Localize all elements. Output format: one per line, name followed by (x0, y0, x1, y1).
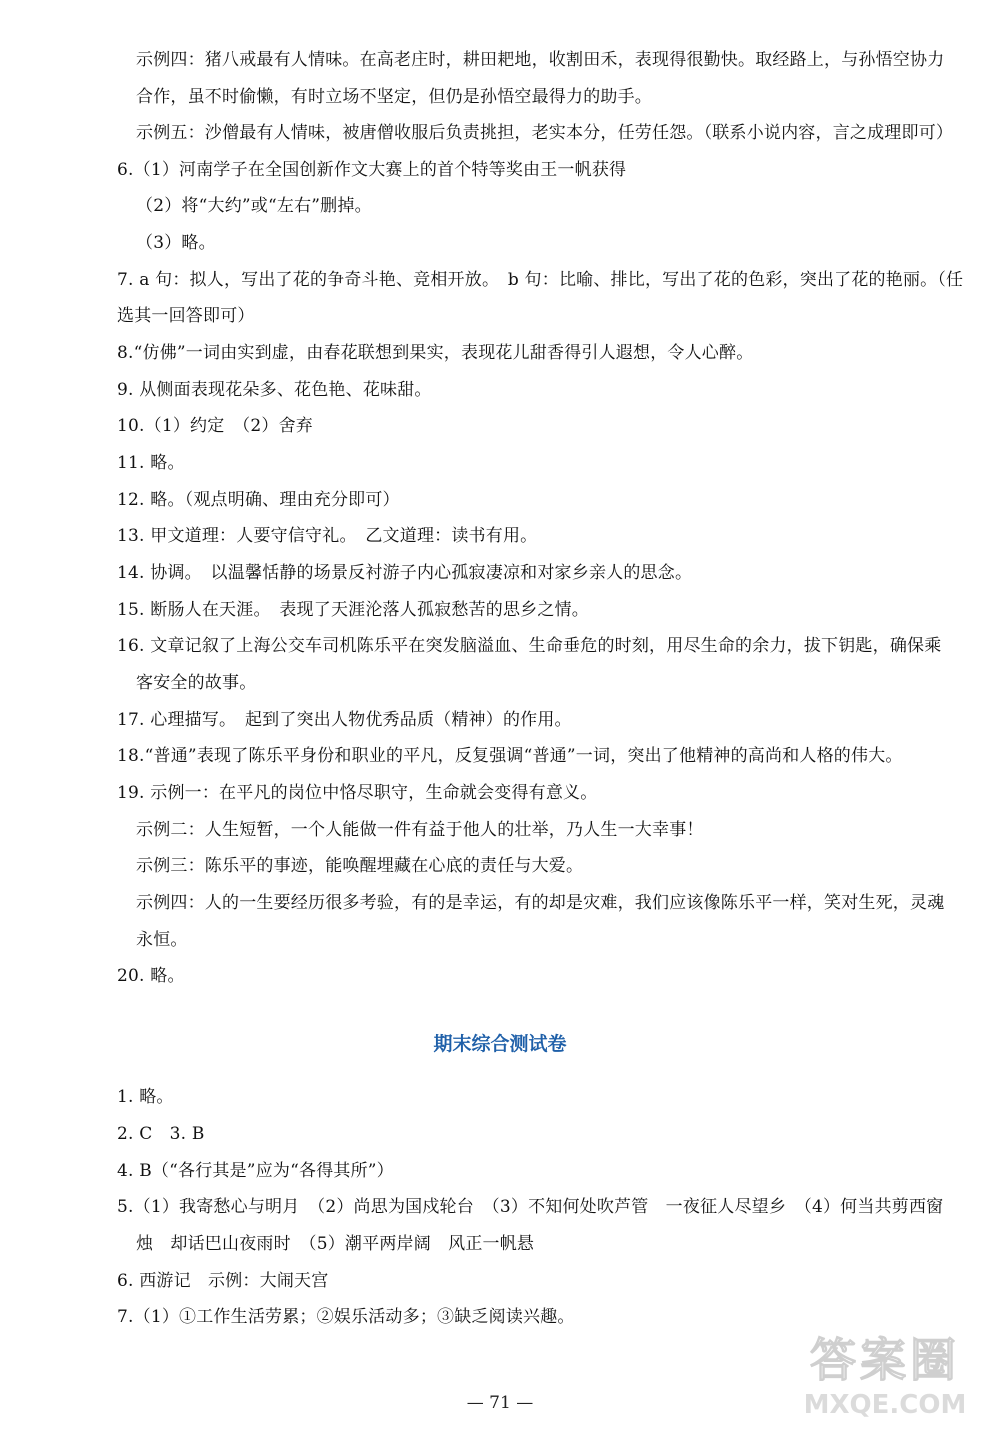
text-line: 9. 从侧面表现花朵多、花色艳、花味甜。 (117, 380, 432, 400)
text-line: 7.（1）①工作生活劳累；②娱乐活动多；③缺乏阅读兴趣。 (117, 1307, 575, 1327)
text-line: 8.“仿佛”一词由实到虚，由春花联想到果实，表现花儿甜香得引人遐想，令人心醉。 (117, 343, 754, 363)
watermark-site-text: MXQE.COM (803, 1390, 967, 1420)
text-line: 4. B（“各行其是”应为“各得其所”） (117, 1161, 394, 1181)
text-line: 永恒。 (136, 930, 188, 950)
text-line: 18.“普通”表现了陈乐平身份和职业的平凡，反复强调“普通”一词，突出了他精神的高尚和人格的伟大。 (117, 746, 903, 766)
text-line: 5.（1）我寄愁心与明月 （2）尚思为国戍轮台 （3）不知何处吹芦管 一夜征人尽望乡 （4）何当共剪西窗 (117, 1197, 944, 1217)
text-line: 烛 却话巴山夜雨时 （5）潮平两岸阔 风正一帆悬 (136, 1234, 535, 1254)
text-line: 19. 示例一：在平凡的岗位中恪尽职守，生命就会变得有意义。 (117, 783, 598, 803)
text-line: 示例五：沙僧最有人情味，被唐僧收服后负责挑担，老实本分，任劳任怨。（联系小说内容，言之成理即可） (136, 123, 954, 143)
text-line: 2. C 3. B (117, 1124, 205, 1144)
text-line: 20. 略。 (117, 966, 185, 986)
text-line: 示例二：人生短暂，一个人能做一件有益于他人的壮举，乃人生一大幸事！ (136, 820, 704, 840)
text-line: 合作，虽不时偷懒，有时立场不坚定，但仍是孙悟空最得力的助手。 (136, 87, 652, 107)
text-line: 示例三：陈乐平的事迹，能唤醒埋藏在心底的责任与大爱。 (136, 856, 584, 876)
text-line: 16. 文章记叙了上海公交车司机陈乐平在突发脑溢血、生命垂危的时刻，用尽生命的余力，拔下钥匙，确保乘 (117, 636, 942, 656)
text-line: 选其一回答即可） (117, 306, 255, 326)
page-number: — 71 — (466, 1393, 534, 1413)
text-line: （2）将“大约”或“左右”删掉。 (136, 196, 372, 216)
text-line: 12. 略。（观点明确、理由充分即可） (117, 490, 400, 510)
text-line: 15. 断肠人在天涯。 表现了天涯沦落人孤寂愁苦的思乡之情。 (117, 600, 589, 620)
text-line: 11. 略。 (117, 453, 185, 473)
text-line: 6.（1）河南学子在全国创新作文大赛上的首个特等奖由王一帆获得 (117, 160, 627, 180)
watermark-logo-text: 答案圈 (810, 1333, 960, 1387)
text-line: 14. 协调。 以温馨恬静的场景反衬游子内心孤寂凄凉和对家乡亲人的思念。 (117, 563, 693, 583)
text-line: 7. a 句：拟人，写出了花的争奇斗艳、竞相开放。 b 句：比喻、排比，写出了花的色彩，突出了花的艳丽。（任 (117, 270, 964, 290)
text-line: 示例四：猪八戒最有人情味。在高老庄时，耕田耙地，收割田禾，表现得很勤快。取经路上，与孙悟空协力 (136, 50, 945, 70)
section-title: 期末综合测试卷 (433, 1033, 567, 1055)
text-line: 17. 心理描写。 起到了突出人物优秀品质（精神）的作用。 (117, 710, 572, 730)
text-line: 10.（1）约定 （2）舍弃 (117, 416, 313, 436)
text-line: 13. 甲文道理：人要守信守礼。 乙文道理：读书有用。 (117, 526, 538, 546)
watermark-logo (790, 1324, 980, 1424)
text-line: （3）略。 (136, 233, 216, 253)
text-line: 示例四：人的一生要经历很多考验，有的是幸运，有的却是灾难，我们应该像陈乐平一样，笑对生死，灵魂 (136, 893, 945, 913)
text-line: 6. 西游记 示例：大闹天宫 (117, 1271, 329, 1291)
text-line: 1. 略。 (117, 1087, 174, 1107)
text-line: 客安全的故事。 (136, 673, 257, 693)
